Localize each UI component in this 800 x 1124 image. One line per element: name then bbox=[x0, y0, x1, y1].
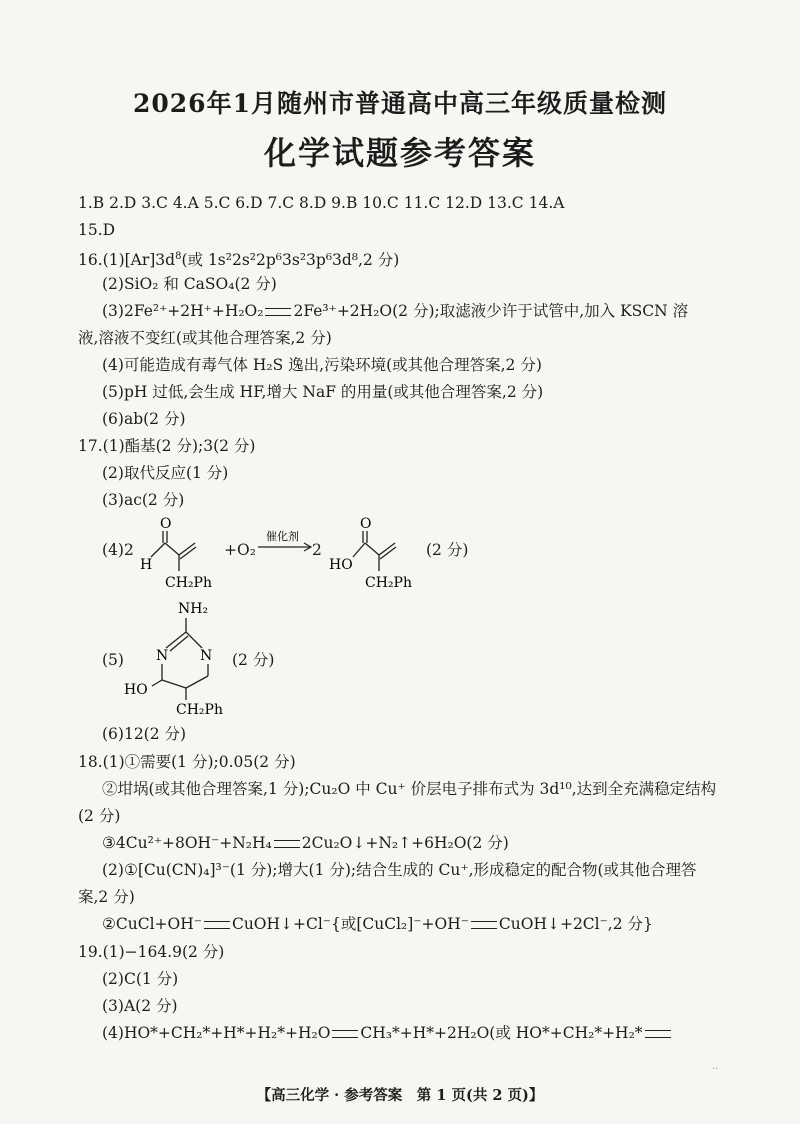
equals-sign bbox=[332, 1030, 358, 1038]
q17-a3: (3)ac(2 分) bbox=[102, 491, 185, 509]
q17-a4-coefficient: 2 bbox=[312, 541, 322, 559]
q19-number: 19. bbox=[78, 943, 103, 961]
q17-a4-oxygen: +O₂ bbox=[224, 541, 256, 559]
q18-a2-2 bbox=[102, 914, 653, 934]
q18-a2-2-mid: CuOH↓+Cl⁻{或[CuCl₂]⁻+OH⁻ bbox=[231, 915, 469, 933]
page-footer: 【高三化学 · 参考答案 第 1 页(共 2 页)】 bbox=[256, 1087, 544, 1104]
q16-line-1 bbox=[78, 247, 399, 270]
q19-a1: (1)−164.9(2 分) bbox=[102, 943, 225, 961]
product-ch2ph-label: CH₂Ph bbox=[365, 575, 412, 591]
q16-a1-post: (或 1s²2s²2p⁶3s²3p⁶3d⁸,2 分) bbox=[181, 251, 400, 270]
q16-a5: (5)pH 过低,会生成 HF,增大 NaF 的用量(或其他合理答案,2 分) bbox=[102, 383, 544, 401]
product-structure bbox=[325, 513, 425, 595]
q17-a6: (6)12(2 分) bbox=[102, 725, 187, 743]
ring-n-left: N bbox=[156, 648, 169, 664]
mc-answers-row-2: 15.D bbox=[78, 221, 116, 239]
q18-a1-3-right: 2Cu₂O↓+N₂↑+6H₂O(2 分) bbox=[301, 834, 509, 852]
product-ho-label: HO bbox=[329, 557, 353, 573]
q16-a1-sup: 8 bbox=[175, 251, 182, 262]
q17-number: 17. bbox=[78, 437, 103, 455]
product-o-label: O bbox=[360, 516, 372, 532]
ring-n-right: N bbox=[200, 648, 213, 664]
ring-nh2-label: NH₂ bbox=[178, 601, 209, 617]
q17-a5-label: (5) bbox=[102, 651, 124, 669]
q19-a4-left: (4)HO*+CH₂*+H*+H₂*+H₂O bbox=[102, 1024, 331, 1042]
answer-key-title: 化学试题参考答案 bbox=[263, 134, 536, 172]
equals-sign bbox=[645, 1030, 671, 1038]
q18-a1-3-left: ③4Cu²⁺+8OH⁻+N₂H₄ bbox=[102, 834, 272, 852]
q17-a4-score: (2 分) bbox=[426, 541, 469, 559]
reactant-o-label: O bbox=[160, 516, 172, 532]
q19-a2: (2)C(1 分) bbox=[102, 970, 179, 988]
q16-a3-equation-left: (3)2Fe²⁺+2H⁺+H₂O₂ bbox=[102, 302, 264, 320]
q18-a1-1: (1)①需要(1 分);0.05(2 分) bbox=[102, 753, 296, 771]
scan-mark: ·· bbox=[712, 1064, 719, 1075]
q16-a3-line-1 bbox=[102, 301, 688, 321]
q16-a3-line-2: 液,溶液不变红(或其他合理答案,2 分) bbox=[78, 329, 332, 347]
q17-line-1 bbox=[78, 436, 255, 456]
q16-a2: (2)SiO₂ 和 CaSO₄(2 分) bbox=[102, 275, 277, 293]
q19-line-1 bbox=[78, 942, 224, 962]
q18-line-1 bbox=[78, 752, 296, 772]
q18-a2-1: (2)①[Cu(CN)₄]³⁻(1 分);增大(1 分);结合生成的 Cu⁺,形成稳定的配合物(或其他合理答 bbox=[102, 861, 697, 879]
reactant-structure bbox=[135, 513, 215, 595]
equals-sign bbox=[471, 921, 497, 929]
exam-title: 2026年1月随州市普通高中高三年级质量检测 bbox=[133, 89, 667, 118]
equals-sign bbox=[204, 921, 230, 929]
q18-a2-2-right: CuOH↓+2Cl⁻,2 分} bbox=[498, 915, 653, 933]
q16-a1-pre: (1)[Ar]3d bbox=[102, 251, 176, 270]
q16-a4: (4)可能造成有毒气体 H₂S 逸出,污染环境(或其他合理答案,2 分) bbox=[102, 356, 542, 374]
equals-sign bbox=[265, 308, 291, 316]
q17-a5-score: (2 分) bbox=[232, 651, 275, 669]
q17-a4-label: (4)2 bbox=[102, 541, 134, 559]
q16-a3-equation-right: 2Fe³⁺+2H₂O(2 分);取滤液少许于试管中,加入 KSCN 溶 bbox=[293, 302, 689, 320]
reactant-ch2ph-label: CH₂Ph bbox=[165, 575, 212, 591]
ring-structure bbox=[120, 596, 240, 720]
q18-a2-1b: 案,2 分) bbox=[78, 888, 135, 906]
catalyst-label: 催化剂 bbox=[266, 530, 299, 543]
q18-a2-2-left: ②CuCl+OH⁻ bbox=[102, 915, 202, 933]
q17-a1: (1)酯基(2 分);3(2 分) bbox=[102, 437, 256, 455]
ring-ch2ph-label: CH₂Ph bbox=[176, 702, 223, 718]
q18-a1-2: ②坩埚(或其他合理答案,1 分);Cu₂O 中 Cu⁺ 价层电子排布式为 3d¹⁰,达到全充满稳定结构 bbox=[102, 780, 717, 798]
q18-a1-2b: (2 分) bbox=[78, 807, 121, 825]
mc-answers-row-1: 1.B 2.D 3.C 4.A 5.C 6.D 7.C 8.D 9.B 10.C 11.C 12.D 13.C 14.A bbox=[78, 194, 565, 212]
q19-a3: (3)A(2 分) bbox=[102, 997, 178, 1015]
q16-a6: (6)ab(2 分) bbox=[102, 410, 186, 428]
q19-a4-right: CH₃*+H*+2H₂O(或 HO*+CH₂*+H₂* bbox=[360, 1024, 643, 1042]
q18-a1-3 bbox=[102, 833, 509, 853]
q16-number: 16. bbox=[78, 251, 103, 270]
equals-sign bbox=[274, 840, 300, 848]
q17-a2: (2)取代反应(1 分) bbox=[102, 464, 229, 482]
q18-number: 18. bbox=[78, 753, 103, 771]
reactant-h-label: H bbox=[140, 557, 153, 573]
ring-ho-label: HO bbox=[124, 682, 148, 698]
catalyst-arrow bbox=[256, 530, 316, 556]
q19-a4 bbox=[102, 1023, 673, 1043]
